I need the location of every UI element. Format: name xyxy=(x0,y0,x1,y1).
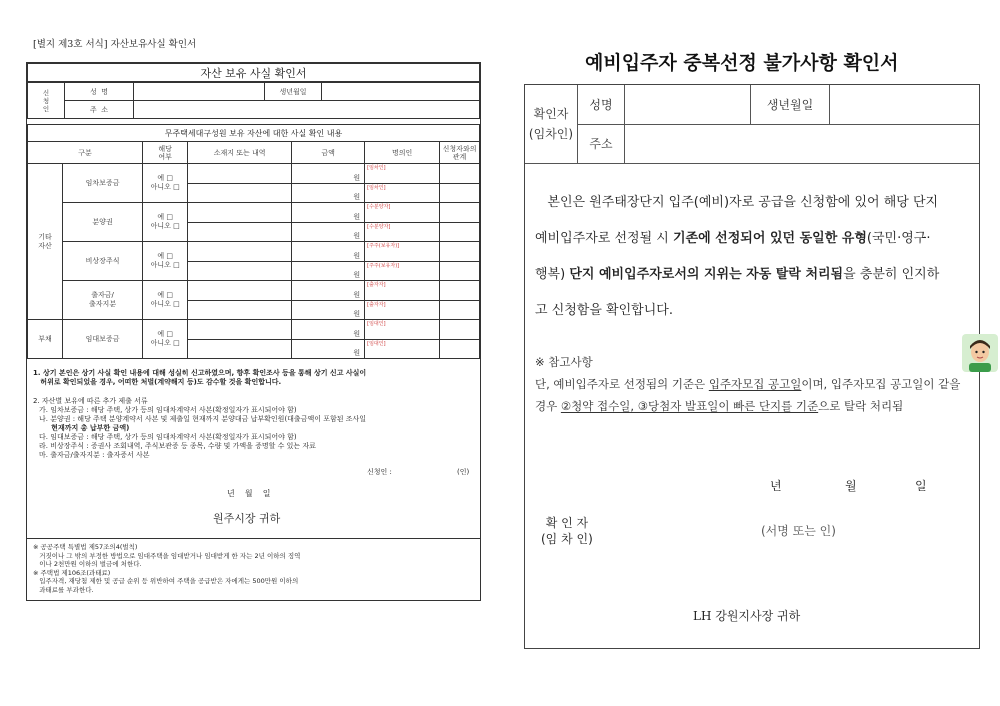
note-2-item: 현재까지 총 납부한 금액) xyxy=(39,424,130,432)
section-title: 무주택세대구성원 보유 자산에 대한 사실 확인 내용 xyxy=(28,125,480,142)
right-address-label: 주소 xyxy=(578,124,625,163)
reserve-tenant-confirmation-form xyxy=(524,84,980,649)
reference-line-2: 경우 ②청약 접수일, ③당첨자 발표일이 빠른 단지를 기준으로 탈락 처리됨 xyxy=(535,398,904,413)
address-label: 주 소 xyxy=(65,101,134,119)
amount-input[interactable]: 원 xyxy=(292,261,365,281)
asset-row xyxy=(28,164,480,184)
right-name-input[interactable] xyxy=(625,85,751,124)
location-input[interactable] xyxy=(188,261,292,281)
owner-input[interactable]: [수분양자] xyxy=(365,222,440,242)
group-debt: 부채 xyxy=(28,320,63,359)
amount-input[interactable]: 원 xyxy=(292,203,365,223)
relation-input[interactable] xyxy=(440,300,480,320)
law-1-title: ※ 공공주택 특별법 제57조의4(벌칙) xyxy=(33,543,138,551)
signer-label: 신청인 : xyxy=(367,468,392,476)
birth-input[interactable] xyxy=(322,83,480,101)
location-input[interactable] xyxy=(188,300,292,320)
relation-input[interactable] xyxy=(440,261,480,281)
owner-input[interactable]: [수분양자] xyxy=(365,203,440,223)
owner-input[interactable]: [주주(보유자)] xyxy=(365,242,440,262)
relation-input[interactable] xyxy=(440,242,480,262)
signer-label-right: 확 인 자 (임 차 인) xyxy=(541,516,593,546)
col-owner: 명의인 xyxy=(365,142,440,164)
amount-input[interactable]: 원 xyxy=(292,300,365,320)
asset-row xyxy=(28,281,480,301)
body-line-1: 본인은 원주태장단지 입주(예비)자로 공급을 신청함에 있어 해당 단지 xyxy=(535,194,939,210)
owner-input[interactable]: [임대인] xyxy=(365,320,440,340)
name-label: 성 명 xyxy=(65,83,134,101)
relation-input[interactable] xyxy=(440,320,480,340)
date-day: 일 xyxy=(915,479,927,493)
asset-confirmation-form xyxy=(26,62,481,601)
amount-input[interactable]: 원 xyxy=(292,281,365,301)
asset-name: 출자금/ 출자지분 xyxy=(63,281,143,320)
amount-input[interactable]: 원 xyxy=(292,320,365,340)
relation-input[interactable] xyxy=(440,222,480,242)
yes-checkbox[interactable]: 예 □ xyxy=(157,291,173,299)
law-1-text: 거짓이나 그 밖의 부정한 방법으로 임대주택을 임대받거나 임대받게 한 자는 2년 이하의 징역 이나 2천만원 이하의 벌금에 처한다. xyxy=(39,551,301,568)
owner-input[interactable]: [임대인] xyxy=(365,339,440,359)
asset-name: 분양권 xyxy=(63,203,143,242)
owner-input[interactable]: [주주(보유자)] xyxy=(365,261,440,281)
yes-checkbox[interactable]: 예 □ xyxy=(157,213,173,221)
note-1: 1. 상기 본인은 상기 사실 확인 내용에 대해 성실히 신고하였으며, 향후 확인조사 등을 통해 상기 신고 사실이 허위로 확인되었을 경우, 어떠한 처벌(계약해지 등)도 감수할 것을 확인합니다. xyxy=(33,369,367,386)
date-year: 년 xyxy=(770,479,782,493)
asset-name: 임대보증금 xyxy=(63,320,143,359)
asset-row xyxy=(28,320,480,340)
location-input[interactable] xyxy=(188,339,292,359)
owner-input[interactable]: [임차인] xyxy=(365,183,440,203)
no-checkbox[interactable]: 아니오 □ xyxy=(150,300,180,308)
applicable-checkboxes[interactable] xyxy=(143,164,188,203)
applicant-label: 신 청 인 xyxy=(28,83,65,119)
amount-input[interactable]: 원 xyxy=(292,183,365,203)
reference-title: ※ 참고사항 xyxy=(535,354,593,369)
left-addressee: 원주시장 귀하 xyxy=(213,512,281,525)
col-relation: 신청자와의 관계 xyxy=(440,142,480,164)
location-input[interactable] xyxy=(188,320,292,340)
no-checkbox[interactable]: 아니오 □ xyxy=(150,261,180,269)
name-input[interactable] xyxy=(134,83,265,101)
amount-input[interactable]: 원 xyxy=(292,222,365,242)
location-input[interactable] xyxy=(188,183,292,203)
body-line-3: 행복) 단지 예비입주자로서의 지위는 자동 탈락 처리됨을 충분히 인지하 xyxy=(535,266,940,282)
no-checkbox[interactable]: 아니오 □ xyxy=(150,222,180,230)
yes-checkbox[interactable]: 예 □ xyxy=(157,330,173,338)
note-2-item: 나. 분양권 : 해당 주택 분양계약서 사본 및 제출일 현재까지 분양대금 납부확인원(대출금액이 포함된 조사일 xyxy=(39,415,367,423)
applicable-checkboxes[interactable] xyxy=(143,203,188,242)
confirmer-label: 확인자 (임차인) xyxy=(525,85,578,163)
applicable-checkboxes[interactable] xyxy=(143,320,188,359)
asset-form-title: 자산 보유 사실 확인서 xyxy=(28,64,480,82)
address-input[interactable] xyxy=(134,101,480,119)
body-line-2: 예비입주자로 선정될 시 기존에 선정되어 있던 동일한 유형(국민·영구· xyxy=(535,230,931,246)
amount-input[interactable]: 원 xyxy=(292,242,365,262)
right-addressee: LH 강원지사장 귀하 xyxy=(693,609,801,623)
asset-row xyxy=(28,203,480,223)
col-category: 구분 xyxy=(28,142,143,164)
seal-mark: (인) xyxy=(457,468,470,476)
asset-name: 임차보증금 xyxy=(63,164,143,203)
owner-input[interactable]: [임차인] xyxy=(365,164,440,184)
asset-name: 비상장주식 xyxy=(63,242,143,281)
form-header-tag: [별지 제3호 서식] 자산보유사실 확인서 xyxy=(33,39,197,50)
note-2-item: 라. 비상장주식 : 증권사 조회내역, 주식보관증 등 종목, 수량 및 가액을 증명할 수 있는 자료 xyxy=(39,442,316,450)
no-checkbox[interactable]: 아니오 □ xyxy=(150,183,180,191)
date-month: 월 xyxy=(845,479,857,493)
amount-input[interactable]: 원 xyxy=(292,339,365,359)
birth-label: 생년월일 xyxy=(265,83,322,101)
location-input[interactable] xyxy=(188,222,292,242)
note-2-item: 다. 임대보증금 : 해당 주택, 상가 등의 임대차계약서 사본(확정일자가 표시되어야 함) xyxy=(39,433,297,441)
law-2-title: ※ 주택법 제106조(과태료) xyxy=(33,568,111,577)
left-date: 년 월 일 xyxy=(227,489,271,498)
col-location: 소재지 또는 내역 xyxy=(188,142,292,164)
owner-input[interactable]: [출자자] xyxy=(365,281,440,301)
note-2-item: 가. 임차보증금 : 해당 주택, 상가 등의 임대차계약서 사본(확정일자가 표시되어야 함) xyxy=(39,406,297,414)
signature-hint: (서명 또는 인) xyxy=(761,524,836,538)
yes-checkbox[interactable]: 예 □ xyxy=(157,174,173,182)
applicable-checkboxes[interactable] xyxy=(143,281,188,320)
right-birth-label: 생년월일 xyxy=(751,85,830,124)
relation-input[interactable] xyxy=(440,203,480,223)
amount-input[interactable]: 원 xyxy=(292,164,365,184)
owner-input[interactable]: [출자자] xyxy=(365,300,440,320)
applicable-checkboxes[interactable] xyxy=(143,242,188,281)
location-input[interactable] xyxy=(188,242,292,262)
no-checkbox[interactable]: 아니오 □ xyxy=(150,339,180,347)
law-2-text: 입주자격, 재당첨 제한 및 공급 순위 등 위반하여 주택을 공급받은 자에게는 500만원 이하의 과태료를 부과한다. xyxy=(39,577,299,594)
location-input[interactable] xyxy=(188,164,292,184)
location-input[interactable] xyxy=(188,203,292,223)
relation-input[interactable] xyxy=(440,183,480,203)
note-2-item: 마. 출자금/출자지분 : 출자증서 사본 xyxy=(39,451,150,459)
note-2-title: 2. 자산별 보유에 따른 추가 제출 서류 xyxy=(33,397,148,405)
right-name-label: 성명 xyxy=(578,85,625,124)
right-address-input[interactable] xyxy=(625,124,980,163)
yes-checkbox[interactable]: 예 □ xyxy=(157,252,173,260)
group-other-assets: 기타 자산 xyxy=(28,164,63,320)
col-applicable: 해당 여부 xyxy=(143,142,188,164)
right-birth-input[interactable] xyxy=(830,85,980,124)
avatar-icon[interactable] xyxy=(962,334,998,372)
right-form-title: 예비입주자 중복선정 불가사항 확인서 xyxy=(585,52,899,74)
body-line-4: 고 신청함을 확인합니다. xyxy=(535,302,673,318)
relation-input[interactable] xyxy=(440,281,480,301)
relation-input[interactable] xyxy=(440,339,480,359)
location-input[interactable] xyxy=(188,281,292,301)
reference-line-1: 단, 예비입주자로 선정됨의 기준은 입주자모집 공고일이며, 입주자모집 공고일이 같을 xyxy=(535,376,961,391)
asset-row xyxy=(28,242,480,262)
col-amount: 금액 xyxy=(292,142,365,164)
relation-input[interactable] xyxy=(440,164,480,184)
